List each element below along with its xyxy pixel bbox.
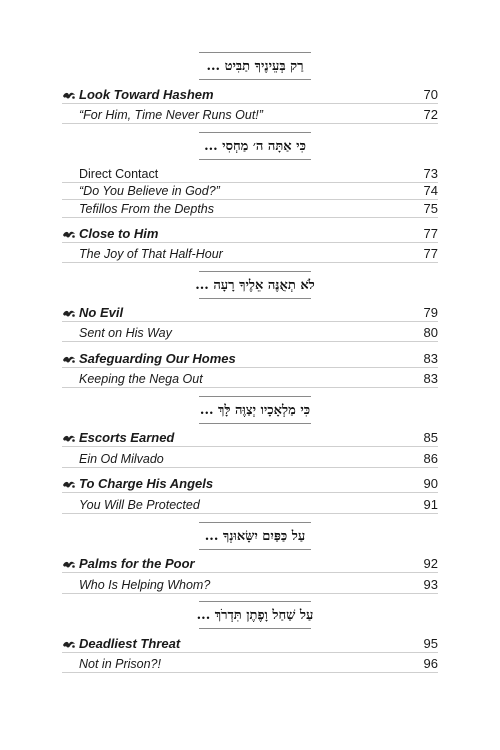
toc-chapter-row[interactable] <box>62 555 438 573</box>
fleuron-icon <box>62 229 76 239</box>
fleuron-icon <box>62 559 76 569</box>
toc-page-number: 83 <box>423 371 438 386</box>
toc-entry-title: Tefillos From the Depths <box>79 202 215 216</box>
toc-entry-title: Keeping the Nega Out <box>79 372 203 386</box>
fleuron-icon <box>62 639 76 649</box>
toc-subentry-row[interactable] <box>62 165 438 183</box>
fleuron-icon <box>62 90 76 100</box>
toc-subentry-row[interactable] <box>62 245 438 263</box>
toc-page-number: 92 <box>423 556 438 571</box>
toc-page-number: 96 <box>423 656 438 671</box>
toc-entry-title: “Do You Believe in God?” <box>79 184 220 198</box>
entry-separator <box>62 103 438 104</box>
toc-entry-title: “For Him, Time Never Runs Out!” <box>79 108 263 122</box>
toc-page-number: 73 <box>423 166 438 181</box>
fleuron-icon <box>62 354 76 364</box>
toc-subentry-row[interactable] <box>62 182 438 200</box>
toc-subentry-row[interactable] <box>62 655 438 673</box>
toc-subentry-row[interactable] <box>62 496 438 514</box>
toc-entry-title: Not in Prison?! <box>79 657 161 671</box>
toc-chapter-row[interactable] <box>62 86 438 104</box>
toc-chapter-row[interactable] <box>62 350 438 368</box>
toc-page-number: 91 <box>423 497 438 512</box>
toc-entry-title: Deadliest Threat <box>79 636 181 651</box>
toc-subentry-row[interactable] <box>62 106 438 124</box>
toc-chapter-row[interactable] <box>62 225 438 243</box>
toc-page-number: 70 <box>423 87 438 102</box>
fleuron-icon <box>62 433 76 443</box>
toc-entry-title: Palms for the Poor <box>79 556 195 571</box>
section-header-text: עַל כַּפַּיִם יִשָּׂאוּנְךָ ... <box>204 529 306 544</box>
toc-entry-title: No Evil <box>79 305 124 320</box>
toc-entry-title: Safeguarding Our Homes <box>79 351 236 366</box>
fleuron-icon <box>62 308 76 318</box>
toc-entry-title: To Charge His Angels <box>79 476 214 491</box>
toc-page-number: 75 <box>423 201 438 216</box>
entry-separator <box>62 367 438 368</box>
section-header-text: לֹא תְאֻנֶּה אֵלֶיךָ רָעָה ... <box>195 278 315 293</box>
toc-chapter-row[interactable] <box>62 304 438 322</box>
section-header <box>199 52 311 80</box>
toc-page-number: 85 <box>423 430 438 445</box>
entry-separator <box>62 262 438 263</box>
section-header-text: רַק בְּעֵינֶיךָ תַבִּיט ... <box>206 59 304 74</box>
toc-entry-title: Ein Od Milvado <box>79 452 164 466</box>
toc-entry-title: Sent on His Way <box>79 326 172 340</box>
toc-page-number: 79 <box>423 305 438 320</box>
section-header-text: עַל שַׁחַל וָפֶתֶן תִּדְרֹךְ ... <box>196 608 314 623</box>
entry-separator <box>62 652 438 653</box>
section-header <box>199 396 311 424</box>
section-header <box>195 271 315 299</box>
toc-entry-title: The Joy of That Half-Hour <box>79 247 223 261</box>
toc-chapter-row[interactable] <box>62 429 438 447</box>
entry-separator <box>62 341 438 342</box>
toc-page-number: 86 <box>423 451 438 466</box>
toc-page-number: 90 <box>423 476 438 491</box>
entry-separator <box>62 593 438 594</box>
toc-page-number: 95 <box>423 636 438 651</box>
toc-page-number: 80 <box>423 325 438 340</box>
toc-subentry-row[interactable] <box>62 450 438 468</box>
toc-subentry-row[interactable] <box>62 370 438 388</box>
entry-separator <box>62 672 438 673</box>
entry-separator <box>62 321 438 322</box>
entry-separator <box>62 242 438 243</box>
entry-separator <box>62 387 438 388</box>
section-header <box>199 522 311 550</box>
toc-subentry-row[interactable] <box>62 200 438 218</box>
section-header <box>199 132 311 160</box>
toc-entry-title: Look Toward Hashem <box>79 87 214 102</box>
toc-page-number: 72 <box>423 107 438 122</box>
toc-subentry-row[interactable] <box>62 324 438 342</box>
entry-separator <box>62 492 438 493</box>
entry-separator <box>62 467 438 468</box>
fleuron-icon <box>62 479 76 489</box>
entry-separator <box>62 217 438 218</box>
entry-separator <box>62 513 438 514</box>
toc-chapter-row[interactable] <box>62 475 438 493</box>
toc-entry-title: Who Is Helping Whom? <box>79 578 211 592</box>
entry-separator <box>62 572 438 573</box>
toc-chapter-row[interactable] <box>62 635 438 653</box>
entry-separator <box>62 123 438 124</box>
toc-entry-title: You Will Be Protected <box>79 498 200 512</box>
section-header-text: כִּי אַתָּה ה׳ מַחְסִי ... <box>204 139 306 154</box>
section-header-text: כִּי מַלְאָכָיו יְצַוֶּה לָּךְ ... <box>199 403 311 418</box>
section-header <box>196 601 314 629</box>
toc-subentry-row[interactable] <box>62 576 438 594</box>
toc-entry-title: Escorts Earned <box>79 430 175 445</box>
toc-page-number: 77 <box>423 226 438 241</box>
toc-page-number: 74 <box>423 183 438 198</box>
toc-page-number: 83 <box>423 351 438 366</box>
toc-page-number: 93 <box>423 577 438 592</box>
toc-entry-title: Close to Him <box>79 226 159 241</box>
toc-page-number: 77 <box>423 246 438 261</box>
entry-separator <box>62 446 438 447</box>
toc-entry-title: Direct Contact <box>79 167 159 181</box>
